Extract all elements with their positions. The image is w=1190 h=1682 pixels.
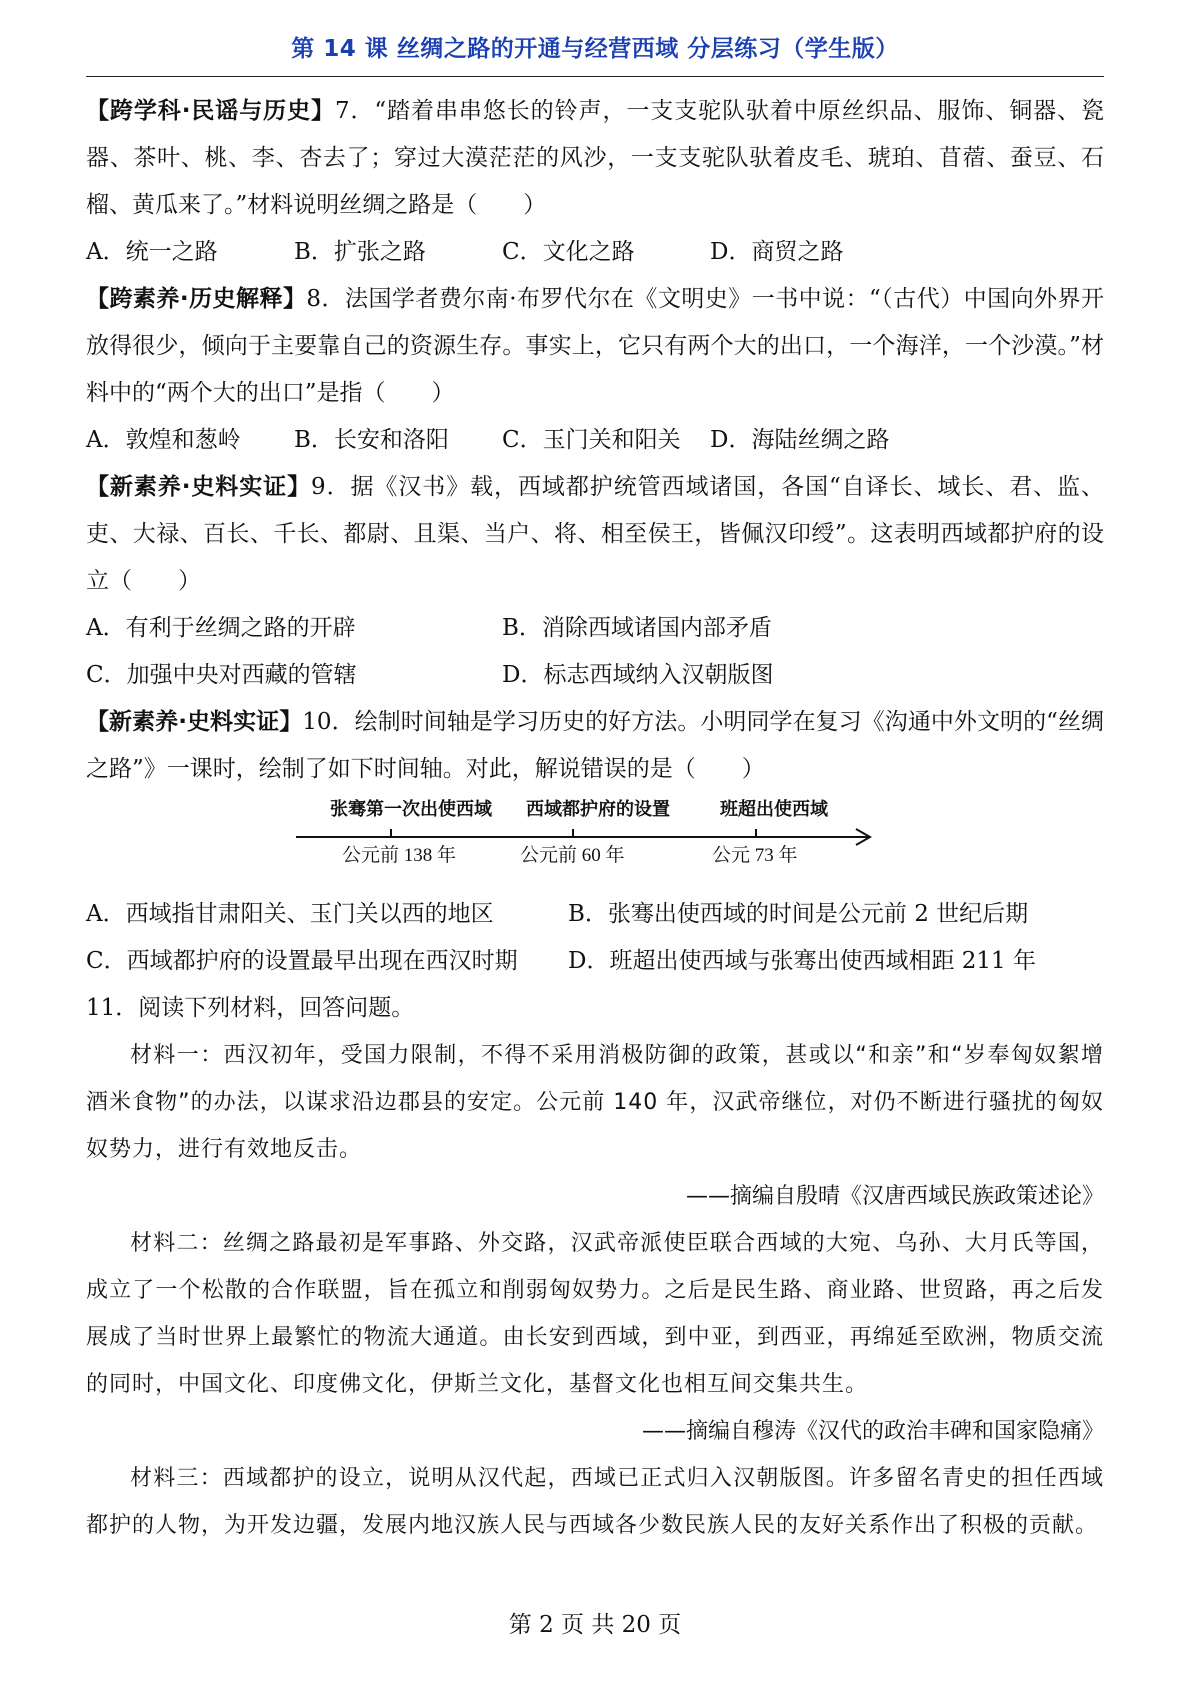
document-body (86, 88, 1104, 1549)
option-a: A．敦煌和葱岭 (86, 427, 241, 453)
question-8-options (86, 417, 1104, 464)
question-7-options (86, 229, 1104, 276)
header-divider (86, 76, 1104, 77)
question-10 (86, 699, 1104, 793)
material-2: 材料二：丝绸之路最初是军事路、外交路，汉武帝派使臣联合西域的大宛、乌孙、大月氏等国，成立了一个松散的合作联盟，旨在孤立和削弱匈奴势力。之后是民生路、商业路、世贸路，再之后发展成了当时世界上最繁忙的物流大通道。由长安到西域，到中亚，到西亚，再绵延至欧洲，物质交流的同时，中国文化、印度佛文化，伊斯兰文化，基督文化也相互间交集共生。 (86, 1231, 1104, 1397)
question-9-text: 9．据《汉书》载，西域都护统管西域诸国，各国“自译长、域长、君、监、吏、大禄、百长、千长、都尉、且渠、当户、将、相至侯王，皆佩汉印绶”。这表明西域都护府的设立（ ） (86, 474, 1104, 594)
question-10-tag: 【新素养·史料实证】 (86, 709, 303, 735)
page-header-title: 第 14 课 丝绸之路的开通与经营西域 分层练习（学生版） (291, 36, 899, 62)
timeline-event-1: 张骞第一次出使西域 (330, 799, 492, 820)
timeline-year-2: 公元前 60 年 (520, 845, 625, 866)
option-d: D．商贸之路 (710, 239, 844, 265)
question-7-tag: 【跨学科·民谣与历史】 (86, 98, 335, 124)
option-a: A．统一之路 (86, 239, 218, 265)
option-b: B．张骞出使西域的时间是公元前 2 世纪后期 (568, 901, 1029, 927)
material-2-source: ——摘编自穆涛《汉代的政治丰碑和国家隐痛》 (641, 1419, 1104, 1444)
timeline-figure (86, 797, 1104, 889)
option-c: C．西域都护府的设置最早出现在西汉时期 (86, 948, 518, 974)
question-7 (86, 88, 1104, 229)
timeline-event-3: 班超出使西域 (720, 799, 828, 820)
option-c: C．文化之路 (502, 239, 635, 265)
question-9 (86, 464, 1104, 605)
option-d: D．班超出使西域与张骞出使西域相距 211 年 (568, 948, 1036, 974)
option-b: B．消除西域诸国内部矛盾 (502, 615, 772, 641)
question-9-options-row-1 (86, 605, 1104, 652)
page-number: 第 2 页 共 20 页 (508, 1612, 682, 1638)
material-1: 材料一：西汉初年，受国力限制，不得不采用消极防御的政策，甚或以“和亲”和“岁奉匈奴絮增酒米食物”的办法，以谋求沿边郡县的安定。公元前 140 年，汉武帝继位，对仍不断进行骚扰的匈奴奴势力，进行有效地反击。 (86, 1043, 1104, 1162)
option-a: A．有利于丝绸之路的开辟 (86, 615, 356, 641)
material-1-source: ——摘编自殷晴《汉唐西域民族政策述论》 (685, 1184, 1104, 1209)
question-8-text: 8．法国学者费尔南·布罗代尔在《文明史》一书中说：“（古代）中国向外界开放得很少，倾向于主要靠自己的资源生存。事实上，它只有两个大的出口，一个海洋，一个沙漠。”材料中的“两个大的出口”是指（ ） (86, 286, 1104, 406)
question-8-tag: 【跨素养·历史解释】 (86, 286, 307, 312)
question-9-options-row-2 (86, 652, 1104, 699)
question-7-text: 7．“踏着串串悠长的铃声，一支支驼队驮着中原丝织品、服饰、铜器、瓷器、茶叶、桃、李、杏去了；穿过大漠茫茫的风沙，一支支驼队驮着皮毛、琥珀、苜蓿、蚕豆、石榴、黄瓜来了。”材料说明丝绸之路是（ ） (86, 98, 1104, 218)
option-a: A．西域指甘肃阳关、玉门关以西的地区 (86, 901, 494, 927)
option-d: D．标志西域纳入汉朝版图 (502, 662, 774, 688)
timeline-year-3: 公元 73 年 (712, 845, 798, 866)
timeline-event-2: 西域都护府的设置 (526, 799, 670, 820)
option-b: B．长安和洛阳 (294, 427, 449, 453)
timeline-year-1: 公元前 138 年 (342, 845, 457, 866)
question-10-options-row-2 (86, 938, 1104, 985)
option-c: C．加强中央对西藏的管辖 (86, 662, 357, 688)
option-c: C．玉门关和阳关 (502, 427, 681, 453)
option-d: D．海陆丝绸之路 (710, 427, 890, 453)
timeline-axis (296, 801, 896, 881)
question-10-options-row-1 (86, 891, 1104, 938)
option-b: B．扩张之路 (294, 239, 426, 265)
question-10-text: 10．绘制时间轴是学习历史的好方法。小明同学在复习《沟通中外文明的“丝绸之路”》一课时，绘制了如下时间轴。对此，解说错误的是（ ） (86, 709, 1104, 782)
question-9-tag: 【新素养·史料实证】 (86, 474, 312, 500)
question-8 (86, 276, 1104, 417)
material-3: 材料三：西域都护的设立，说明从汉代起，西域已正式归入汉朝版图。许多留名青史的担任西域都护的人物，为开发边疆，发展内地汉族人民与西域各少数民族人民的友好关系作出了积极的贡献。 (86, 1466, 1104, 1538)
question-11-intro: 11．阅读下列材料，回答问题。 (86, 995, 415, 1021)
